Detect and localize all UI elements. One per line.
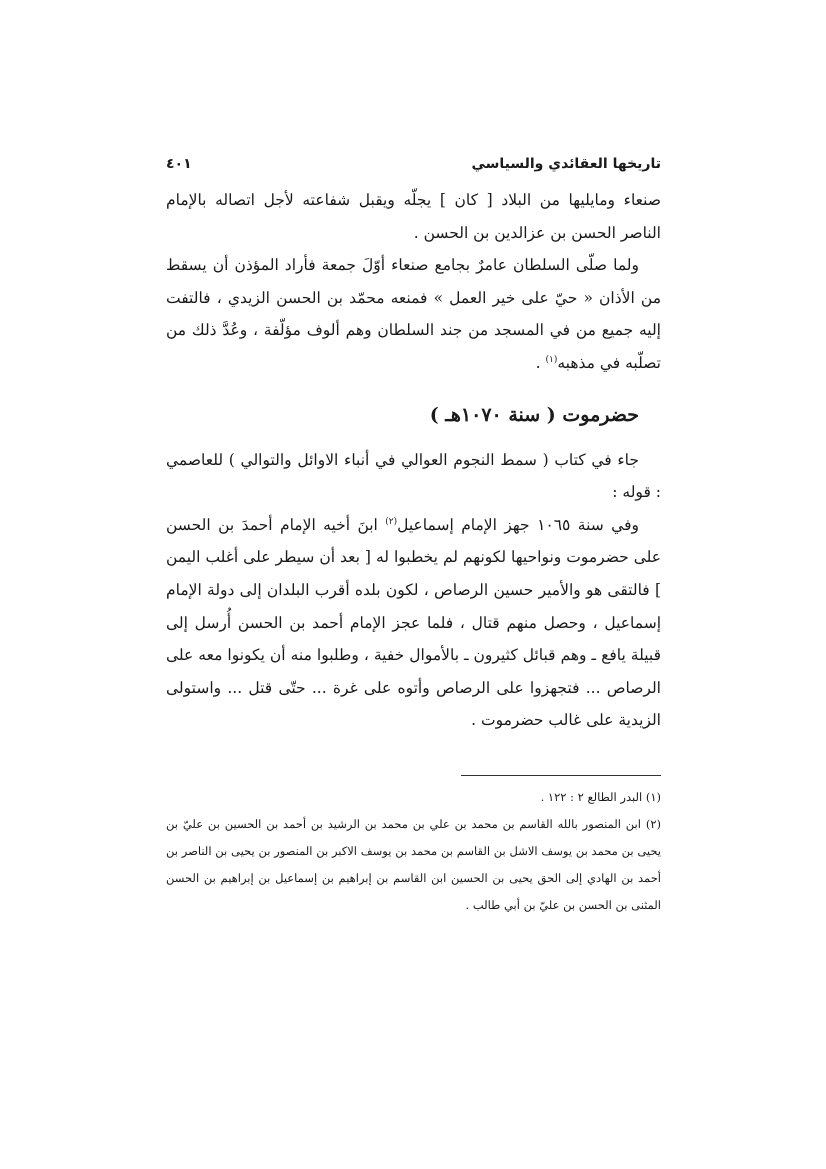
book-page — [166, 150, 661, 919]
paragraph-1: صنعاء ومايليها من البلاد [ كان ] يجلّه ويقبل شفاعته لأجل اتصاله بالإمام الناصر الحسن بن عزالدين بن الحسن . — [166, 191, 661, 242]
paragraph-2-text: ولما صلّى السلطان عامرٌ بجامع صنعاء أوّلَ جمعة فأراد المؤذن أن يسقط من الأذان « حيّ على خير العمل » فمنعه محمّد بن الحسن الزيدي ، فالتفت إليه جميع من في المسجد من جند السلطان وهم ألوف مؤلّفة ، وعُدَّ ذلك من تصلّبه في مذهبه — [166, 256, 661, 372]
running-header — [166, 156, 661, 172]
paragraph-4 — [166, 509, 661, 737]
paragraph-4-start: وفي سنة ١٠٦٥ جهز الإمام إسماعيل — [397, 515, 639, 534]
footnote-1: (١) البدر الطالع ٢ : ١٢٢ . — [540, 789, 661, 804]
paragraph-2 — [166, 249, 661, 379]
header-title: تاريخها العقائدي والسياسي — [471, 156, 661, 172]
paragraph-3: جاء في كتاب ( سمط النجوم العوالي في أنباء الاوائل والتوالي ) للعاصمي : قوله : — [166, 450, 661, 502]
footnote-2 — [166, 811, 661, 919]
footnote-ref-1: (١) — [545, 354, 558, 365]
footnote-2-label: (٢) — [645, 816, 661, 831]
page-number: ٤٠١ — [166, 156, 192, 172]
footnote-divider — [461, 775, 661, 776]
footnote-2-text: ابن المنصور بالله القاسم بن محمد بن علي بن محمد بن الرشيد بن أحمد بن الحسين بن عليّ بن يحيى بن محمد بن يوسف الاشل بن القاسم بن محمد بن يوسف الاكبر بن المنصور بن يحيى بن الناصر بن أحمد بن الهادي إلى الحق يحيى بن الحسين ابن القاسم بن إبراهيم بن إسماعيل بن إبراهيم بن الحسن المثنى بن الحسن بن عليّ بن أبي طالب . — [166, 816, 661, 912]
paragraph-4-rest: ابنَ أخيه الإمام أحمدَ بن الحسن على حضرموت ونواحيها لكونهم لم يخطبوا له [ بعد أن سيطر على أغلب اليمن ] فالتقى هو والأمير حسين الرصاص ، لكون بلده أقرب البلدان إلى دولة الإمام إسماعيل ، وحصل منهم قتال ، فلما عجز الإمام أحمد بن الحسن أُرسل إلى قبيلة يافع ـ وهم قبائل كثيرون ـ بالأموال خفية ، وطلبوا منه أن يكونوا معه على الرصاص ... فتجهزوا على الرصاص وأتوه على غرة ... حتّى قتل ... واستولى الزيدية على غالب حضرموت . — [166, 515, 661, 730]
section-heading: حضرموت ( سنة ١٠٧٠هـ ) — [429, 403, 639, 426]
footnote-ref-2: (٢) — [385, 516, 398, 527]
paragraph-2-end: . — [535, 353, 546, 372]
